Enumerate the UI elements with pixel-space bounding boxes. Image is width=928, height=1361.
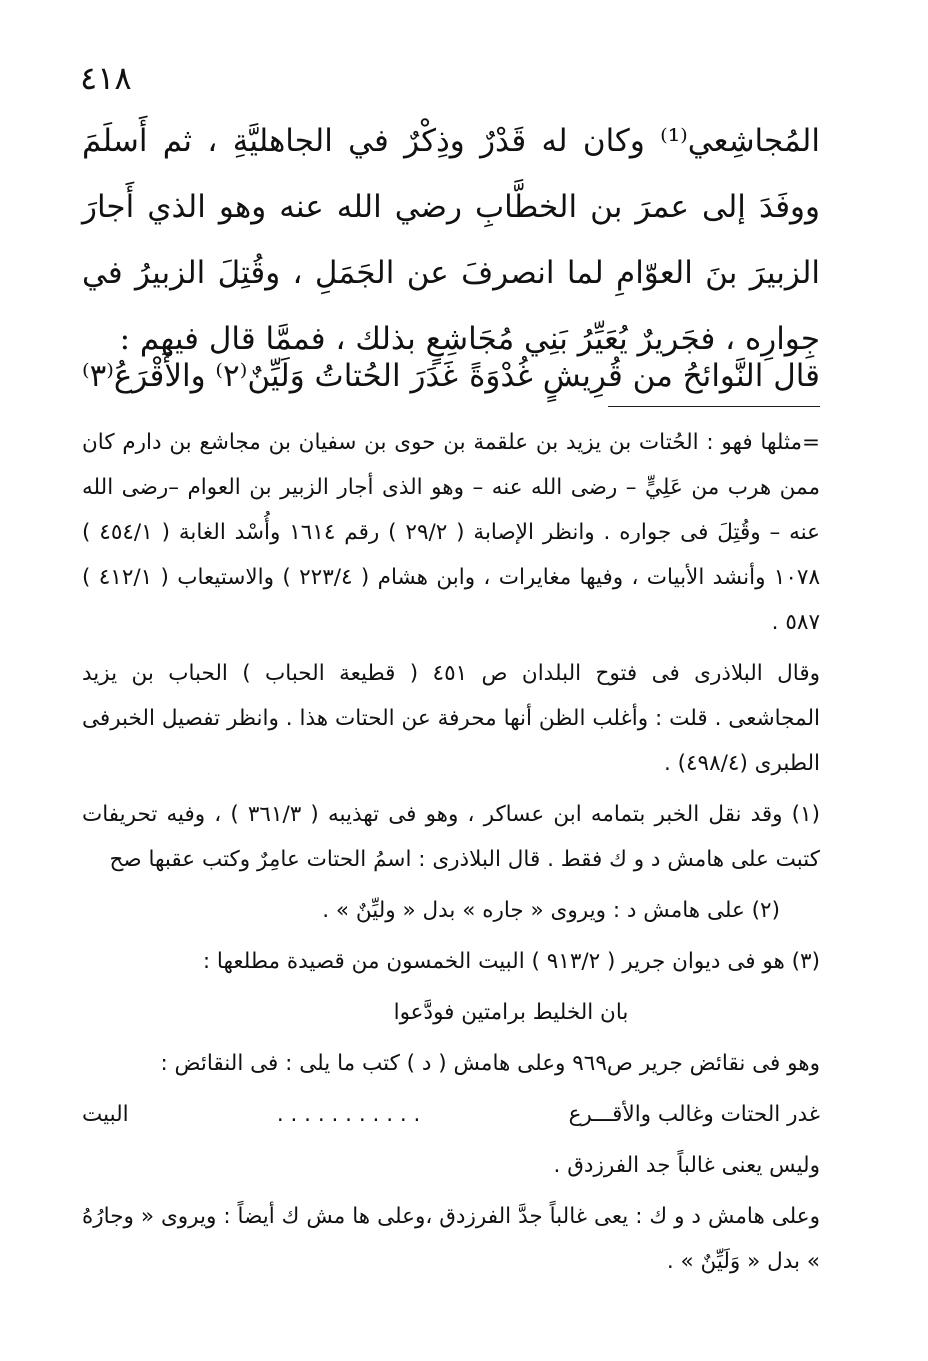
verse-first-hemistich: قال النَّوائحُ من قُرِيشٍ غُدْوَةً: [469, 358, 820, 394]
footnote-naqaid-end: وليس يعنى غالباً جد الفرزدق .: [553, 1153, 820, 1178]
footnote-3: (٣) هو فى ديوان جرير ( ٩١٣/٢ ) البيت الخمسون من قصيدة مطلعها :: [202, 949, 820, 974]
poetry-verse: [82, 352, 820, 400]
footnote-3-verse: بان الخليط برامتين فودَّعوا: [393, 1000, 629, 1025]
page-number: ٤١٨: [80, 59, 132, 97]
verse-second-hemistich: غَدَرَ الحُتاتُ وَلَيِّنٌ⁽٢⁾ والأَقْرَعُ⁽٣⁾: [82, 358, 458, 394]
footnote-naqaid: وهو فى نقائض جرير ص٩٦٩ وعلى هامش ( د ) كتب ما يلى : فى النقائض :: [160, 1051, 820, 1076]
footnote-1: (١) وقد نقل الخبر بتمامه ابن عساكر ، وهو فى تهذيبه ( ٣٦١/٣ ) ، وفيه تحريفات كتبت على هامش د و ك فقط . قال البلاذرى : اسمُ الحتات عامِرٌ وكتب عقبها صح: [82, 802, 820, 872]
main-paragraph: المُجاشِعي⁽¹⁾ وكان له قَدْرٌ وذِكْرٌ في الجاهليَّةِ ، ثم أَسلَمَ ووفَدَ إلى عمرَ بن الخطَّابِ رضي الله عنه وهو الذي أَجارَ الزبيرَ بنَ العوّامِ لما انصرفَ عن الجَمَلِ ، وقُتِلَ الزبيرُ في جِوارِه ، فجَريرٌ يُعَيِّرُ بَنِي مُجَاشِعٍ بذلك ، فممَّا قال فيهم :: [82, 123, 820, 357]
naqaid-verse-half: غدر الحتات وغالب والأقـــرع: [568, 1102, 820, 1127]
footnote-separator: [608, 406, 820, 407]
footnote-2: (٢) على هامش د : ويروى « جاره » بدل « وليِّنٌ » .: [322, 898, 780, 923]
footnote-naqaid-verse: [82, 1092, 820, 1137]
footnote-baladhuri: وقال البلاذرى فى فتوح البلدان ص ٤٥١ ( قطيعة الحباب ) الحباب بن يزيد المجاشعى . قلت : وأغلب الظن أنها محرفة عن الحتات هذا . وانظر تفصيل الخبرفى الطبرى (٤٩٨/٤) .: [82, 661, 820, 776]
footnote-margin-note: وعلى هامش د و ك : يعى غالباً جدَّ الفرزدق ،وعلى ها مش ك أيضاً : ويروى « وجارُهُ » بدل « وَلَيِّنٌ » .: [82, 1204, 820, 1274]
main-text: [82, 108, 820, 372]
footnotes: [82, 420, 820, 1290]
naqaid-ellipsis: . . . . . . . . . . .: [276, 1102, 421, 1127]
footnote-continuation: =مثلها فهو : الحُتات بن يزيد بن علقمة بن حوى بن سفيان بن مجاشع بن دارم كان ممن هرب من عَلِيٍّ – رضى الله عنه – وهو الذى أجار الزبير بن العوام –رضى الله عنه – وقُتِلَ فى جواره . وانظر الإصابة ( ٢٩/٢ ) رقم ١٦١٤ وأُسْد الغابة ( ٤٥٤/١ ) ١٠٧٨ وأنشد الأبيات ، وفيها مغايرات ، وابن هشام ( ٢٢٣/٤ ) والاستيعاب ( ٤١٢/١ ) ٥٨٧ .: [82, 430, 820, 635]
naqaid-bayt-label: البيت: [82, 1102, 129, 1127]
